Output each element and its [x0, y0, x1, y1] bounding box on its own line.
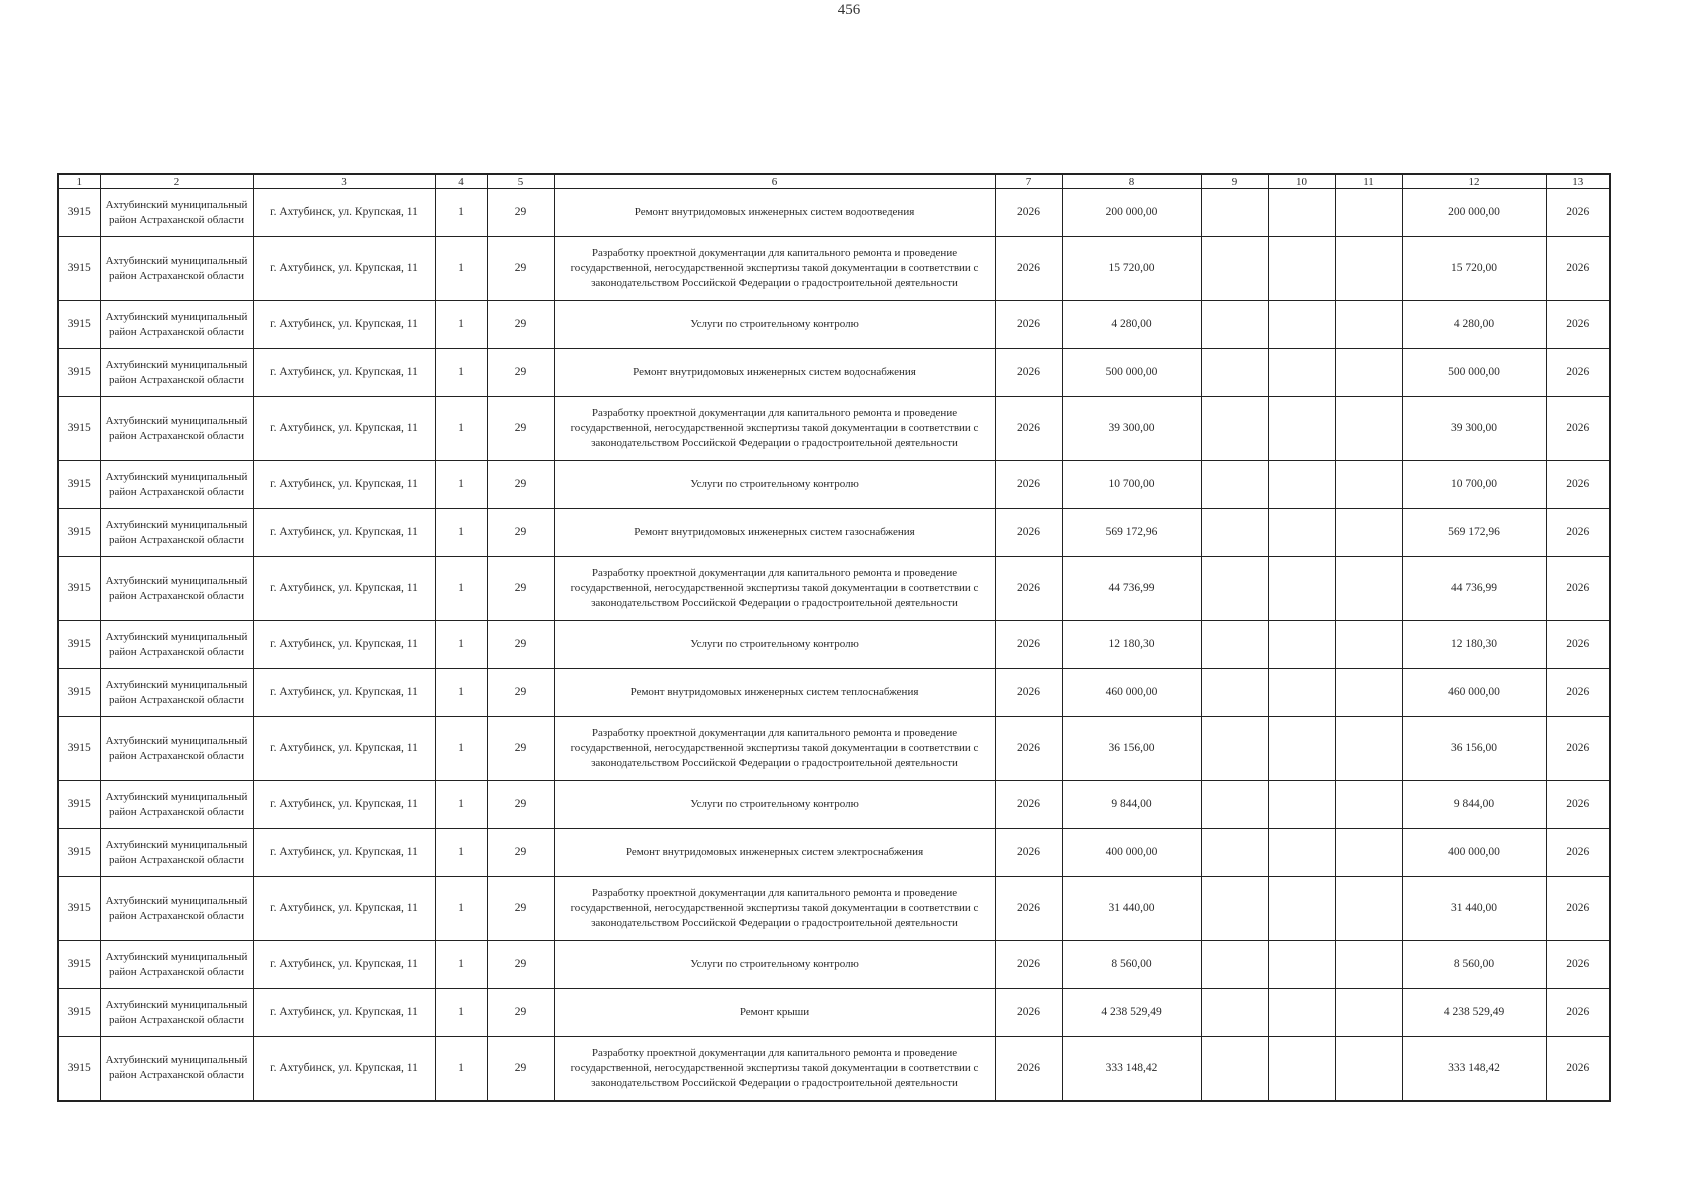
column-header: 9 [1201, 174, 1268, 189]
cell-col-11 [1335, 877, 1402, 941]
cell-completion-year: 2026 [1546, 189, 1610, 237]
table-row [58, 349, 1610, 397]
cell-col-9 [1201, 941, 1268, 989]
column-header: 7 [995, 174, 1062, 189]
cell-col-10 [1268, 669, 1335, 717]
cell-year: 2026 [995, 989, 1062, 1037]
cell-year: 2026 [995, 941, 1062, 989]
cell-col-5: 29 [487, 1037, 554, 1101]
cell-municipality: Ахтубинский муниципальный район Астраханской области [100, 557, 253, 621]
cell-cost: 44 736,99 [1062, 557, 1201, 621]
column-header: 3 [253, 174, 435, 189]
cell-year: 2026 [995, 397, 1062, 461]
cell-work-type: Разработку проектной документации для капитального ремонта и проведение государственной, негосударственной экспертизы такой документации в соответствии с законодательством Российской Федерации о градостроительной деятельности [554, 397, 995, 461]
cell-cost: 333 148,42 [1062, 1037, 1201, 1101]
cell-number: 3915 [58, 301, 100, 349]
cell-total: 4 280,00 [1402, 301, 1546, 349]
table-row [58, 397, 1610, 461]
cell-year: 2026 [995, 509, 1062, 557]
cell-year: 2026 [995, 237, 1062, 301]
cell-municipality: Ахтубинский муниципальный район Астраханской области [100, 669, 253, 717]
cell-number: 3915 [58, 461, 100, 509]
cell-total: 12 180,30 [1402, 621, 1546, 669]
cell-completion-year: 2026 [1546, 237, 1610, 301]
column-header: 6 [554, 174, 995, 189]
cell-col-11 [1335, 397, 1402, 461]
cell-col-4: 1 [435, 669, 487, 717]
cell-col-11 [1335, 237, 1402, 301]
cell-cost: 4 280,00 [1062, 301, 1201, 349]
cell-col-10 [1268, 989, 1335, 1037]
cell-col-9 [1201, 237, 1268, 301]
cell-address: г. Ахтубинск, ул. Крупская, 11 [253, 829, 435, 877]
cell-col-5: 29 [487, 717, 554, 781]
cell-year: 2026 [995, 461, 1062, 509]
cell-col-10 [1268, 557, 1335, 621]
cell-cost: 36 156,00 [1062, 717, 1201, 781]
cell-work-type: Услуги по строительному контролю [554, 621, 995, 669]
cell-col-5: 29 [487, 877, 554, 941]
cell-col-10 [1268, 301, 1335, 349]
cell-address: г. Ахтубинск, ул. Крупская, 11 [253, 349, 435, 397]
cell-number: 3915 [58, 509, 100, 557]
cell-work-type: Услуги по строительному контролю [554, 941, 995, 989]
cell-col-4: 1 [435, 397, 487, 461]
cell-address: г. Ахтубинск, ул. Крупская, 11 [253, 717, 435, 781]
cell-address: г. Ахтубинск, ул. Крупская, 11 [253, 669, 435, 717]
cell-work-type: Разработку проектной документации для капитального ремонта и проведение государственной, негосударственной экспертизы такой документации в соответствии с законодательством Российской Федерации о градостроительной деятельности [554, 237, 995, 301]
cell-work-type: Разработку проектной документации для капитального ремонта и проведение государственной, негосударственной экспертизы такой документации в соответствии с законодательством Российской Федерации о градостроительной деятельности [554, 877, 995, 941]
cell-total: 8 560,00 [1402, 941, 1546, 989]
table-row [58, 557, 1610, 621]
cell-col-10 [1268, 829, 1335, 877]
cell-col-5: 29 [487, 237, 554, 301]
cell-work-type: Разработку проектной документации для капитального ремонта и проведение государственной, негосударственной экспертизы такой документации в соответствии с законодательством Российской Федерации о градостроительной деятельности [554, 557, 995, 621]
table-row [58, 1037, 1610, 1101]
cell-col-10 [1268, 717, 1335, 781]
cell-work-type: Разработку проектной документации для капитального ремонта и проведение государственной, негосударственной экспертизы такой документации в соответствии с законодательством Российской Федерации о градостроительной деятельности [554, 1037, 995, 1101]
cell-address: г. Ахтубинск, ул. Крупская, 11 [253, 397, 435, 461]
cell-col-11 [1335, 189, 1402, 237]
cell-address: г. Ахтубинск, ул. Крупская, 11 [253, 237, 435, 301]
cell-number: 3915 [58, 989, 100, 1037]
cell-col-11 [1335, 989, 1402, 1037]
cell-address: г. Ахтубинск, ул. Крупская, 11 [253, 989, 435, 1037]
column-header: 1 [58, 174, 100, 189]
cell-address: г. Ахтубинск, ул. Крупская, 11 [253, 877, 435, 941]
table-row [58, 829, 1610, 877]
cell-year: 2026 [995, 717, 1062, 781]
cell-municipality: Ахтубинский муниципальный район Астраханской области [100, 717, 253, 781]
cell-year: 2026 [995, 1037, 1062, 1101]
cell-col-5: 29 [487, 989, 554, 1037]
cell-cost: 500 000,00 [1062, 349, 1201, 397]
cell-year: 2026 [995, 829, 1062, 877]
cell-work-type: Ремонт крыши [554, 989, 995, 1037]
column-header: 13 [1546, 174, 1610, 189]
cell-col-9 [1201, 397, 1268, 461]
cell-year: 2026 [995, 669, 1062, 717]
cell-col-11 [1335, 621, 1402, 669]
cell-col-5: 29 [487, 781, 554, 829]
cell-work-type: Ремонт внутридомовых инженерных систем водоотведения [554, 189, 995, 237]
cell-number: 3915 [58, 877, 100, 941]
cell-col-11 [1335, 1037, 1402, 1101]
cell-cost: 569 172,96 [1062, 509, 1201, 557]
cell-col-5: 29 [487, 509, 554, 557]
cell-cost: 460 000,00 [1062, 669, 1201, 717]
cell-number: 3915 [58, 397, 100, 461]
cell-cost: 8 560,00 [1062, 941, 1201, 989]
cell-col-11 [1335, 301, 1402, 349]
cell-col-10 [1268, 877, 1335, 941]
cell-completion-year: 2026 [1546, 621, 1610, 669]
column-header: 11 [1335, 174, 1402, 189]
cell-col-9 [1201, 509, 1268, 557]
cell-address: г. Ахтубинск, ул. Крупская, 11 [253, 189, 435, 237]
cell-col-9 [1201, 349, 1268, 397]
cell-col-11 [1335, 349, 1402, 397]
cell-completion-year: 2026 [1546, 301, 1610, 349]
cell-completion-year: 2026 [1546, 349, 1610, 397]
cell-municipality: Ахтубинский муниципальный район Астраханской области [100, 621, 253, 669]
cell-col-9 [1201, 669, 1268, 717]
table-row [58, 717, 1610, 781]
cell-municipality: Ахтубинский муниципальный район Астраханской области [100, 989, 253, 1037]
cell-work-type: Услуги по строительному контролю [554, 461, 995, 509]
cell-col-10 [1268, 1037, 1335, 1101]
cell-cost: 39 300,00 [1062, 397, 1201, 461]
cell-municipality: Ахтубинский муниципальный район Астраханской области [100, 941, 253, 989]
cell-number: 3915 [58, 717, 100, 781]
cell-completion-year: 2026 [1546, 669, 1610, 717]
cell-address: г. Ахтубинск, ул. Крупская, 11 [253, 941, 435, 989]
cell-col-10 [1268, 349, 1335, 397]
cell-col-11 [1335, 941, 1402, 989]
cell-work-type: Ремонт внутридомовых инженерных систем электроснабжения [554, 829, 995, 877]
cell-total: 39 300,00 [1402, 397, 1546, 461]
cell-total: 400 000,00 [1402, 829, 1546, 877]
cell-col-4: 1 [435, 717, 487, 781]
cell-year: 2026 [995, 301, 1062, 349]
cell-col-10 [1268, 397, 1335, 461]
cell-col-9 [1201, 877, 1268, 941]
cell-col-4: 1 [435, 557, 487, 621]
cell-col-4: 1 [435, 621, 487, 669]
cell-number: 3915 [58, 941, 100, 989]
cell-col-10 [1268, 941, 1335, 989]
cell-total: 500 000,00 [1402, 349, 1546, 397]
cell-col-10 [1268, 509, 1335, 557]
cell-total: 460 000,00 [1402, 669, 1546, 717]
cell-address: г. Ахтубинск, ул. Крупская, 11 [253, 301, 435, 349]
cell-col-11 [1335, 781, 1402, 829]
cell-completion-year: 2026 [1546, 941, 1610, 989]
header-row [58, 174, 1610, 189]
cell-col-5: 29 [487, 557, 554, 621]
cell-col-11 [1335, 669, 1402, 717]
table-row [58, 509, 1610, 557]
cell-col-11 [1335, 717, 1402, 781]
cell-col-11 [1335, 509, 1402, 557]
cell-year: 2026 [995, 557, 1062, 621]
table-row [58, 237, 1610, 301]
cell-number: 3915 [58, 781, 100, 829]
cell-cost: 200 000,00 [1062, 189, 1201, 237]
cell-number: 3915 [58, 829, 100, 877]
cell-col-5: 29 [487, 349, 554, 397]
cell-total: 10 700,00 [1402, 461, 1546, 509]
cell-work-type: Услуги по строительному контролю [554, 781, 995, 829]
cell-number: 3915 [58, 237, 100, 301]
cell-col-9 [1201, 189, 1268, 237]
column-header: 4 [435, 174, 487, 189]
cell-col-4: 1 [435, 349, 487, 397]
cell-municipality: Ахтубинский муниципальный район Астраханской области [100, 301, 253, 349]
cell-completion-year: 2026 [1546, 781, 1610, 829]
cell-year: 2026 [995, 877, 1062, 941]
cell-municipality: Ахтубинский муниципальный район Астраханской области [100, 461, 253, 509]
cell-number: 3915 [58, 189, 100, 237]
cell-completion-year: 2026 [1546, 717, 1610, 781]
cell-col-10 [1268, 461, 1335, 509]
cell-total: 36 156,00 [1402, 717, 1546, 781]
table-row [58, 669, 1610, 717]
cell-cost: 10 700,00 [1062, 461, 1201, 509]
table-row [58, 877, 1610, 941]
cell-col-4: 1 [435, 781, 487, 829]
cell-number: 3915 [58, 557, 100, 621]
cell-municipality: Ахтубинский муниципальный район Астраханской области [100, 1037, 253, 1101]
cell-address: г. Ахтубинск, ул. Крупская, 11 [253, 461, 435, 509]
column-header: 2 [100, 174, 253, 189]
table-body [58, 189, 1610, 1101]
table-row [58, 301, 1610, 349]
cell-col-10 [1268, 189, 1335, 237]
cell-total: 31 440,00 [1402, 877, 1546, 941]
cell-cost: 400 000,00 [1062, 829, 1201, 877]
cell-total: 9 844,00 [1402, 781, 1546, 829]
cell-address: г. Ахтубинск, ул. Крупская, 11 [253, 621, 435, 669]
cell-col-4: 1 [435, 237, 487, 301]
cell-col-4: 1 [435, 301, 487, 349]
cell-col-10 [1268, 237, 1335, 301]
cell-col-9 [1201, 461, 1268, 509]
cell-col-9 [1201, 989, 1268, 1037]
cell-col-10 [1268, 621, 1335, 669]
cell-col-11 [1335, 557, 1402, 621]
cell-number: 3915 [58, 669, 100, 717]
cell-col-5: 29 [487, 669, 554, 717]
cell-municipality: Ахтубинский муниципальный район Астраханской области [100, 829, 253, 877]
cell-work-type: Ремонт внутридомовых инженерных систем теплоснабжения [554, 669, 995, 717]
cell-municipality: Ахтубинский муниципальный район Астраханской области [100, 397, 253, 461]
table-row [58, 621, 1610, 669]
cell-col-5: 29 [487, 461, 554, 509]
cell-year: 2026 [995, 781, 1062, 829]
cell-year: 2026 [995, 621, 1062, 669]
cell-col-4: 1 [435, 941, 487, 989]
cell-completion-year: 2026 [1546, 989, 1610, 1037]
table-row [58, 461, 1610, 509]
cell-address: г. Ахтубинск, ул. Крупская, 11 [253, 557, 435, 621]
cell-completion-year: 2026 [1546, 557, 1610, 621]
page-number: 456 [837, 2, 861, 18]
cell-total: 44 736,99 [1402, 557, 1546, 621]
cell-col-11 [1335, 461, 1402, 509]
cell-col-4: 1 [435, 509, 487, 557]
cell-col-4: 1 [435, 877, 487, 941]
cell-municipality: Ахтубинский муниципальный район Астраханской области [100, 509, 253, 557]
cell-completion-year: 2026 [1546, 877, 1610, 941]
cell-cost: 4 238 529,49 [1062, 989, 1201, 1037]
cell-work-type: Ремонт внутридомовых инженерных систем водоснабжения [554, 349, 995, 397]
cell-total: 4 238 529,49 [1402, 989, 1546, 1037]
cell-address: г. Ахтубинск, ул. Крупская, 11 [253, 1037, 435, 1101]
table-row [58, 941, 1610, 989]
cell-address: г. Ахтубинск, ул. Крупская, 11 [253, 781, 435, 829]
cell-work-type: Ремонт внутридомовых инженерных систем газоснабжения [554, 509, 995, 557]
table-row [58, 989, 1610, 1037]
cell-total: 333 148,42 [1402, 1037, 1546, 1101]
cell-total: 200 000,00 [1402, 189, 1546, 237]
column-header: 8 [1062, 174, 1201, 189]
cell-municipality: Ахтубинский муниципальный район Астраханской области [100, 349, 253, 397]
cell-total: 569 172,96 [1402, 509, 1546, 557]
cell-work-type: Разработку проектной документации для капитального ремонта и проведение государственной, негосударственной экспертизы такой документации в соответствии с законодательством Российской Федерации о градостроительной деятельности [554, 717, 995, 781]
cell-cost: 15 720,00 [1062, 237, 1201, 301]
cell-col-5: 29 [487, 301, 554, 349]
cell-col-5: 29 [487, 621, 554, 669]
cell-col-5: 29 [487, 941, 554, 989]
cell-col-4: 1 [435, 829, 487, 877]
cell-municipality: Ахтубинский муниципальный район Астраханской области [100, 237, 253, 301]
cell-col-4: 1 [435, 461, 487, 509]
cell-cost: 31 440,00 [1062, 877, 1201, 941]
cell-municipality: Ахтубинский муниципальный район Астраханской области [100, 877, 253, 941]
cell-col-4: 1 [435, 989, 487, 1037]
column-header: 12 [1402, 174, 1546, 189]
column-header: 10 [1268, 174, 1335, 189]
cell-municipality: Ахтубинский муниципальный район Астраханской области [100, 189, 253, 237]
cell-col-4: 1 [435, 189, 487, 237]
cell-col-9 [1201, 1037, 1268, 1101]
cell-completion-year: 2026 [1546, 461, 1610, 509]
column-header: 5 [487, 174, 554, 189]
cell-col-11 [1335, 829, 1402, 877]
cell-year: 2026 [995, 189, 1062, 237]
cell-cost: 9 844,00 [1062, 781, 1201, 829]
cell-col-5: 29 [487, 189, 554, 237]
cell-year: 2026 [995, 349, 1062, 397]
cell-work-type: Услуги по строительному контролю [554, 301, 995, 349]
cell-col-10 [1268, 781, 1335, 829]
table-row [58, 189, 1610, 237]
cell-municipality: Ахтубинский муниципальный район Астраханской области [100, 781, 253, 829]
cell-col-9 [1201, 557, 1268, 621]
cell-col-5: 29 [487, 397, 554, 461]
cell-total: 15 720,00 [1402, 237, 1546, 301]
cell-completion-year: 2026 [1546, 397, 1610, 461]
cell-number: 3915 [58, 621, 100, 669]
cell-address: г. Ахтубинск, ул. Крупская, 11 [253, 509, 435, 557]
cell-col-4: 1 [435, 1037, 487, 1101]
cell-col-5: 29 [487, 829, 554, 877]
cell-number: 3915 [58, 349, 100, 397]
cell-completion-year: 2026 [1546, 509, 1610, 557]
cell-col-9 [1201, 621, 1268, 669]
table-row [58, 781, 1610, 829]
works-table [57, 173, 1611, 1102]
cell-col-9 [1201, 301, 1268, 349]
cell-col-9 [1201, 781, 1268, 829]
cell-number: 3915 [58, 1037, 100, 1101]
cell-cost: 12 180,30 [1062, 621, 1201, 669]
cell-col-9 [1201, 717, 1268, 781]
cell-completion-year: 2026 [1546, 1037, 1610, 1101]
cell-completion-year: 2026 [1546, 829, 1610, 877]
cell-col-9 [1201, 829, 1268, 877]
